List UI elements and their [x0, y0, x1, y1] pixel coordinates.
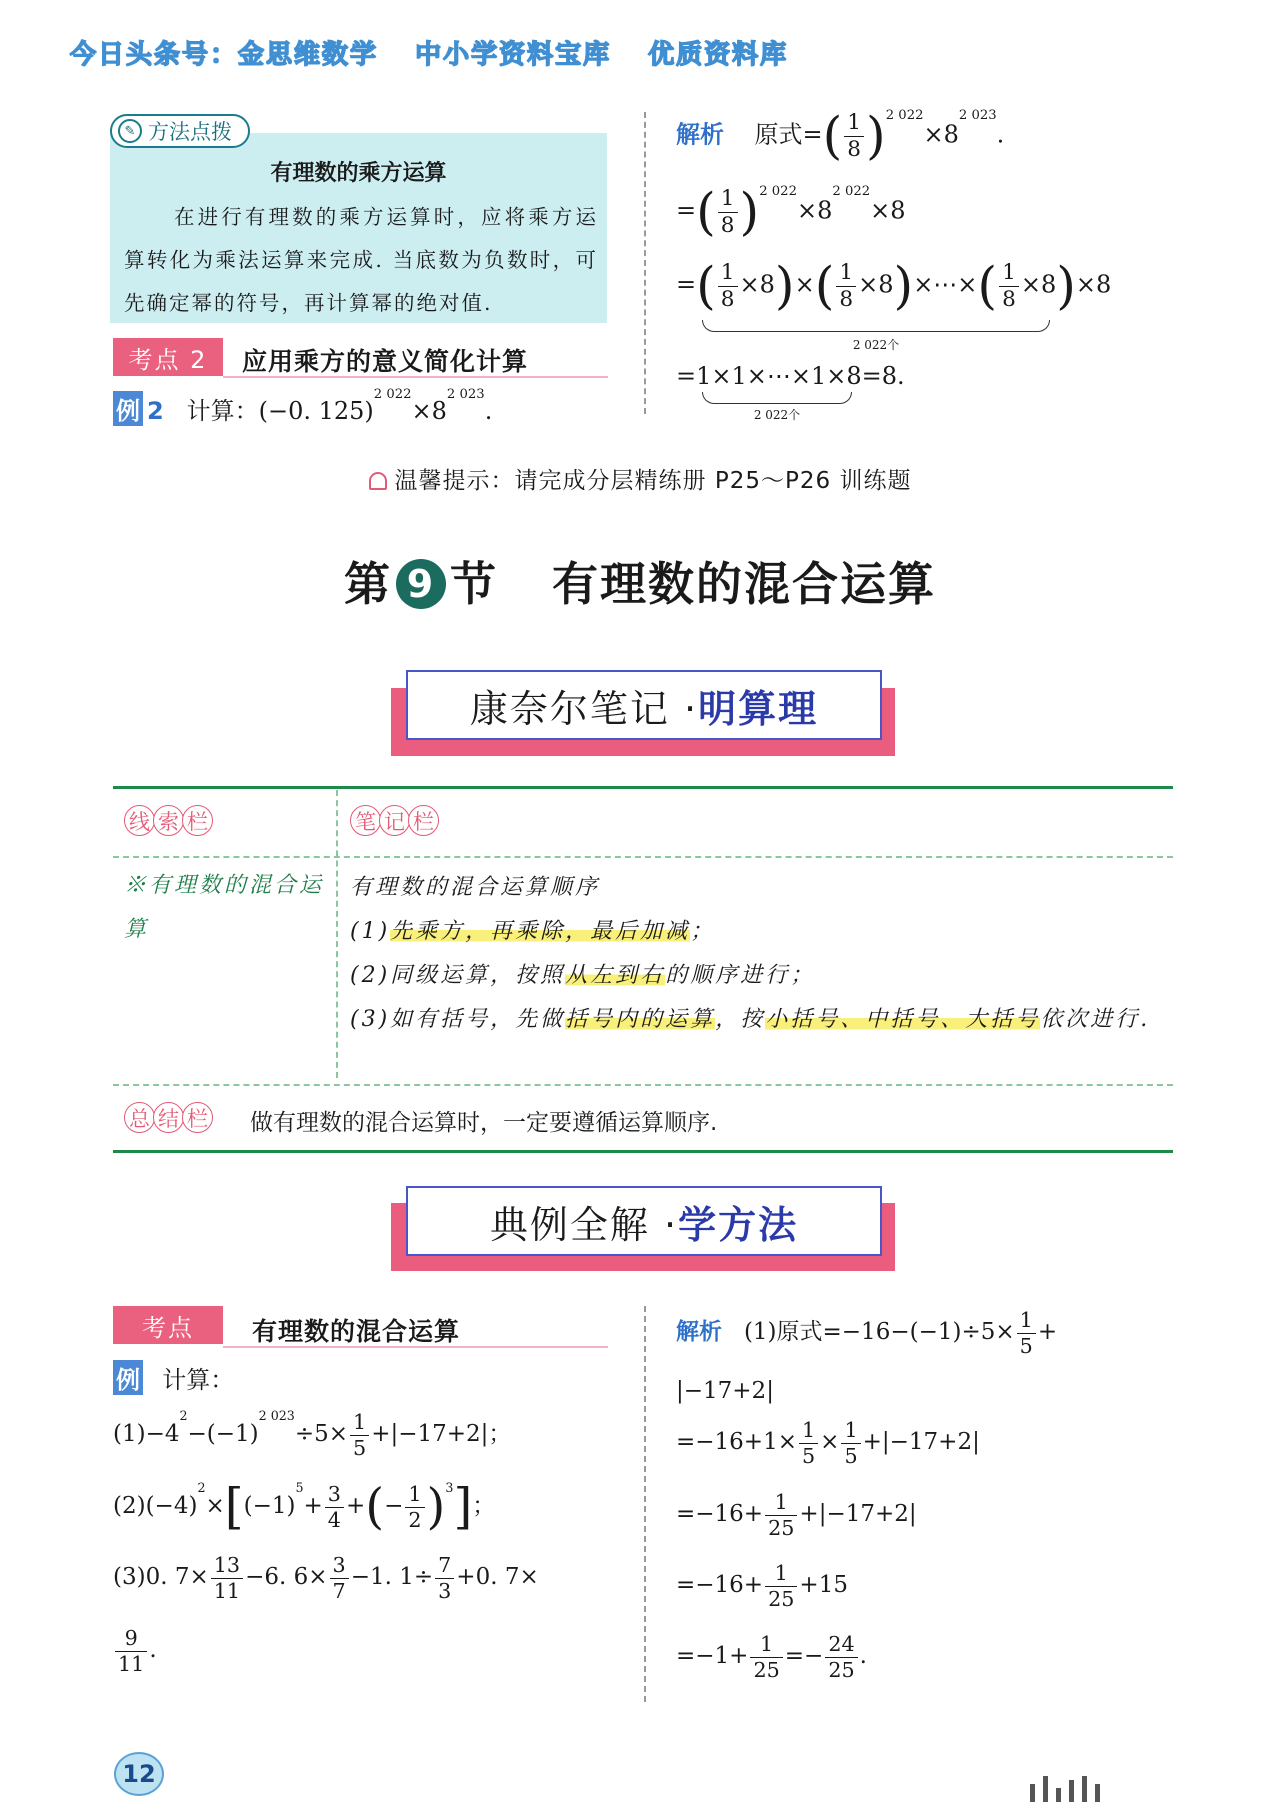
fraction-one-eighth	[836, 262, 856, 310]
frac-num: 1	[774, 1561, 788, 1585]
times: ×	[794, 270, 815, 299]
txt: =−1+	[676, 1643, 749, 1670]
times8: ×8	[1075, 270, 1112, 299]
section-number: 9	[396, 559, 446, 609]
column-divider-top	[644, 112, 646, 414]
txt: −6. 6×	[245, 1564, 328, 1591]
dots: ×⋯×	[913, 270, 978, 299]
frac-num: 1	[720, 260, 735, 285]
example2-mid: ×8	[411, 397, 447, 425]
example-label: 例	[113, 1360, 143, 1395]
fraction-one-eighth	[718, 262, 738, 310]
fraction	[799, 1420, 818, 1466]
txt: (1)	[350, 919, 391, 944]
txt: (1)−4	[113, 1421, 180, 1448]
paren-close: )	[426, 1478, 446, 1535]
header-item: 今日头条号：金思维数学	[70, 40, 379, 70]
reminder-tip	[0, 462, 1280, 495]
txt: (2)同级运算，按照	[350, 963, 566, 988]
notes-header-line	[113, 856, 1173, 858]
txt: +|−17+2|	[862, 1429, 980, 1456]
frac-den: 25	[765, 1586, 797, 1610]
example2-exp1: 2 022	[373, 387, 412, 402]
txt: (3)如有括号，先做	[350, 1007, 566, 1032]
txt: +|−17+2|	[799, 1501, 917, 1528]
analysis2-label: 解析	[676, 1319, 722, 1346]
fraction-one-eighth	[999, 262, 1019, 310]
example2-label-text: 例	[116, 397, 140, 425]
method-tag-label: 方法点拨	[148, 120, 232, 144]
page-edge-marks	[1030, 1776, 1100, 1802]
fraction	[325, 1484, 344, 1530]
paren-open: (	[696, 255, 716, 315]
example-p3	[113, 1555, 539, 1601]
fraction	[405, 1484, 424, 1530]
paren-close: )	[739, 181, 760, 241]
page-number: 12	[114, 1752, 164, 1796]
fraction	[435, 1555, 454, 1601]
kaodian-title: 有理数的混合运算	[252, 1317, 461, 1346]
txt: ，按	[715, 1007, 766, 1032]
exp: 5	[295, 1480, 304, 1495]
brace-count: 2 022个	[852, 338, 900, 352]
analysis2-line6	[676, 1634, 867, 1680]
frac-den: 2	[405, 1507, 424, 1531]
txt: (1)原式=−16−(−1)÷5×	[743, 1319, 1015, 1346]
txt: =−	[784, 1643, 824, 1670]
frac-den: 4	[325, 1507, 344, 1531]
example-intro: 计算：	[162, 1366, 235, 1394]
example2-exp2: 2 023	[446, 387, 485, 402]
summary-text: 做有理数的混合运算时，一定要遵循运算顺序.	[250, 1110, 718, 1136]
method-body: 在进行有理数的乘方运算时，应将乘方运算转化为乘法运算来完成. 当底数为负数时，可先确定幂的符号，再计算幂的绝对值.	[124, 205, 598, 315]
txt: −(−1)	[187, 1421, 259, 1448]
bracket-open: [	[224, 1478, 244, 1535]
note-body	[350, 866, 1170, 1042]
txt: .	[149, 1637, 157, 1664]
analysis2-line4	[676, 1492, 917, 1538]
mark	[1056, 1788, 1061, 1802]
method-tag	[110, 114, 250, 148]
exp: 2 022	[832, 184, 871, 199]
clue-text: ※有理数的混合运算	[124, 873, 325, 942]
example2-num: 2	[147, 397, 164, 425]
frac-num: 3	[327, 1482, 341, 1506]
highlight: 从左到右	[565, 963, 666, 988]
times8: ×8	[796, 196, 833, 225]
frac-den: 5	[841, 1443, 860, 1467]
fraction	[115, 1628, 147, 1674]
header-item: 中小学资料宝库	[415, 40, 612, 70]
analysis2-line2: |−17+2|	[676, 1378, 774, 1404]
paren-close: )	[774, 255, 795, 315]
frac-den: 8	[718, 286, 738, 311]
example-p1	[113, 1408, 512, 1460]
times8: ×8	[1020, 270, 1057, 299]
eq: =	[676, 270, 697, 299]
banner2	[406, 1186, 882, 1256]
txt: +0. 7×	[456, 1564, 539, 1591]
frac-den: 11	[211, 1578, 243, 1602]
notes-top-line	[113, 786, 1173, 789]
kaodian-underline	[223, 1346, 608, 1348]
paren-open: (	[365, 1478, 385, 1535]
frac-den: 25	[750, 1657, 782, 1681]
frac-den: 8	[718, 212, 738, 237]
paren-open: (	[696, 181, 716, 241]
fraction	[1017, 1310, 1036, 1356]
underbrace	[702, 320, 1050, 332]
bracket-close: ]	[453, 1478, 473, 1535]
frac-den: 3	[435, 1578, 454, 1602]
txt: (3)0. 7×	[113, 1564, 209, 1591]
analysis1-orig: 原式=	[754, 120, 823, 149]
period: .	[996, 120, 1005, 149]
txt: 的顺序进行；	[665, 963, 816, 988]
analysis1-line2	[676, 181, 906, 241]
brace-count: 2 022个	[753, 408, 801, 422]
underbrace	[702, 392, 852, 404]
note-title: 有理数的混合运算顺序	[350, 875, 601, 900]
analysis2-line1	[676, 1310, 1057, 1356]
banner1-bold: 明算理	[698, 686, 819, 731]
analysis1-line1	[676, 105, 1005, 165]
txt: ÷5×	[294, 1421, 349, 1448]
analysis1-line4: =1×1×⋯×1×8=8.	[676, 362, 905, 390]
kaodian-tag: 考点	[113, 1306, 223, 1344]
tag-char: 栏	[182, 1102, 213, 1133]
tag-char: 栏	[182, 805, 213, 836]
example-label-line	[113, 1360, 234, 1395]
notes-divider	[336, 790, 338, 1078]
eq: =	[676, 196, 697, 225]
frac-num: 1	[720, 186, 735, 211]
txt: ×	[820, 1429, 840, 1456]
frac-den: 5	[1017, 1333, 1036, 1357]
header-banner	[70, 34, 814, 71]
section-suffix: 节	[449, 557, 498, 611]
paren-close: )	[893, 255, 914, 315]
fraction	[765, 1563, 797, 1609]
section-prefix: 第	[343, 557, 392, 611]
exp: 2 022	[885, 108, 924, 123]
times8: ×8	[739, 270, 775, 299]
frac-num: 1	[408, 1482, 422, 1506]
highlight: 小括号、中括号、大括号	[765, 1007, 1041, 1032]
txt: (2)(−4)	[113, 1493, 198, 1520]
txt: +|−17+2|；	[371, 1421, 512, 1448]
frac-num: 1	[839, 260, 854, 285]
paren-open: (	[814, 255, 835, 315]
example2-text: 计算：(−0. 125)	[186, 397, 374, 425]
highlight: 先乘方，再乘除，最后加减	[390, 919, 691, 944]
txt: 依次进行.	[1040, 1007, 1151, 1032]
txt: =−16+	[676, 1501, 764, 1528]
exp: 2	[179, 1408, 188, 1423]
mark	[1082, 1776, 1087, 1802]
frac-num: 24	[828, 1632, 855, 1656]
bell-icon	[369, 472, 387, 490]
times8: ×8	[923, 120, 959, 149]
times8: ×8	[870, 196, 906, 225]
fraction	[765, 1492, 797, 1538]
kaodian2-underline	[223, 376, 608, 378]
txt: ；	[472, 1493, 496, 1520]
frac-num: 1	[847, 110, 862, 135]
tag-char: 记	[379, 805, 410, 836]
fraction	[211, 1555, 243, 1601]
frac-num: 1	[760, 1632, 774, 1656]
mark	[1069, 1780, 1074, 1802]
method-title: 有理数的乘方运算	[270, 161, 447, 186]
frac-den: 8	[999, 286, 1019, 311]
example2-label	[113, 391, 143, 426]
frac-den: 5	[350, 1435, 369, 1459]
txt: =−16+	[676, 1572, 764, 1599]
txt: +	[345, 1493, 366, 1520]
fraction-one-eighth	[844, 112, 864, 160]
tag-char: 总	[124, 1102, 155, 1133]
fraction	[350, 1412, 369, 1458]
example-p3-cont	[113, 1628, 157, 1674]
tag-char: 索	[153, 805, 184, 836]
frac-num: 13	[213, 1553, 241, 1577]
kaodian2-title: 应用乘方的意义简化计算	[242, 347, 529, 376]
fraction-one-eighth	[718, 188, 738, 236]
column-divider-bottom	[644, 1306, 646, 1702]
mark	[1043, 1776, 1048, 1802]
compass-icon: ✎	[118, 119, 142, 143]
note-rule-1	[350, 910, 1170, 954]
frac-den: 11	[115, 1651, 147, 1675]
tip-text: 温馨提示：请完成分层精练册 P25～P26 训练题	[394, 468, 912, 494]
exp: 2 022	[759, 184, 797, 199]
paren-open: (	[977, 255, 998, 315]
frac-den: 5	[799, 1443, 818, 1467]
exp: 3	[445, 1480, 454, 1495]
note-tag	[350, 805, 437, 836]
frac-num: 9	[124, 1626, 138, 1650]
txt: ；	[690, 919, 716, 944]
frac-num: 1	[802, 1418, 816, 1442]
summary-tag	[124, 1102, 211, 1133]
analysis1-line3	[676, 255, 1112, 315]
txt: .	[859, 1643, 867, 1670]
analysis2-line3	[676, 1420, 980, 1466]
frac-den: 8	[844, 136, 864, 161]
tag-char: 笔	[350, 805, 381, 836]
exp: 2 023	[258, 1408, 295, 1423]
txt: ×	[205, 1493, 225, 1520]
txt: +	[303, 1493, 323, 1520]
frac-num: 7	[438, 1553, 452, 1577]
frac-den: 7	[330, 1578, 349, 1602]
fraction	[825, 1634, 857, 1680]
section-name: 有理数的混合运算	[552, 557, 937, 611]
paren-close: )	[1056, 255, 1076, 315]
frac-den: 25	[765, 1515, 797, 1539]
frac-num: 1	[844, 1418, 858, 1442]
fraction	[841, 1420, 860, 1466]
analysis1-label: 解析	[676, 120, 724, 149]
fraction	[330, 1555, 349, 1601]
times8: ×8	[858, 270, 894, 299]
txt: =−16+1×	[676, 1429, 797, 1456]
tag-char: 结	[153, 1102, 184, 1133]
exp: 2	[197, 1480, 206, 1495]
header-item: 优质资料库	[648, 40, 789, 70]
txt: −	[384, 1493, 404, 1520]
notes-summary-line	[113, 1084, 1173, 1086]
paren-open: (	[822, 105, 843, 165]
clue-tag	[124, 805, 211, 836]
notes-bottom-line	[113, 1150, 1173, 1153]
note-rule-2	[350, 954, 1170, 998]
frac-num: 3	[332, 1553, 346, 1577]
analysis2-line5	[676, 1563, 848, 1609]
frac-num: 1	[1019, 1308, 1033, 1332]
paren-close: )	[866, 105, 886, 165]
frac-num: 1	[353, 1410, 367, 1434]
banner1-normal: 康奈尔笔记 ·	[469, 686, 699, 731]
banner1	[406, 670, 882, 740]
exp: 2 023	[958, 108, 997, 123]
mark	[1030, 1784, 1035, 1802]
kaodian2-tag: 考点 2	[113, 338, 223, 376]
tag-char: 栏	[408, 805, 439, 836]
frac-num: 1	[1002, 260, 1016, 285]
txt: +15	[799, 1572, 848, 1599]
frac-den: 25	[825, 1657, 857, 1681]
txt: −1. 1÷	[350, 1564, 434, 1591]
note-rule-3	[350, 998, 1170, 1042]
txt: (−1)	[243, 1493, 296, 1520]
banner2-normal: 典例全解 ·	[489, 1202, 679, 1247]
frac-num: 1	[774, 1490, 788, 1514]
example2-end: .	[484, 397, 493, 425]
example2-line	[113, 387, 493, 426]
txt: +	[1037, 1319, 1058, 1346]
frac-den: 8	[836, 286, 856, 311]
tag-char: 线	[124, 805, 155, 836]
highlight: 括号内的运算	[565, 1007, 716, 1032]
banner2-bold: 学方法	[678, 1202, 799, 1247]
fraction	[750, 1634, 782, 1680]
section-title	[0, 548, 1280, 614]
mark	[1095, 1784, 1100, 1802]
example-p2	[113, 1478, 496, 1535]
